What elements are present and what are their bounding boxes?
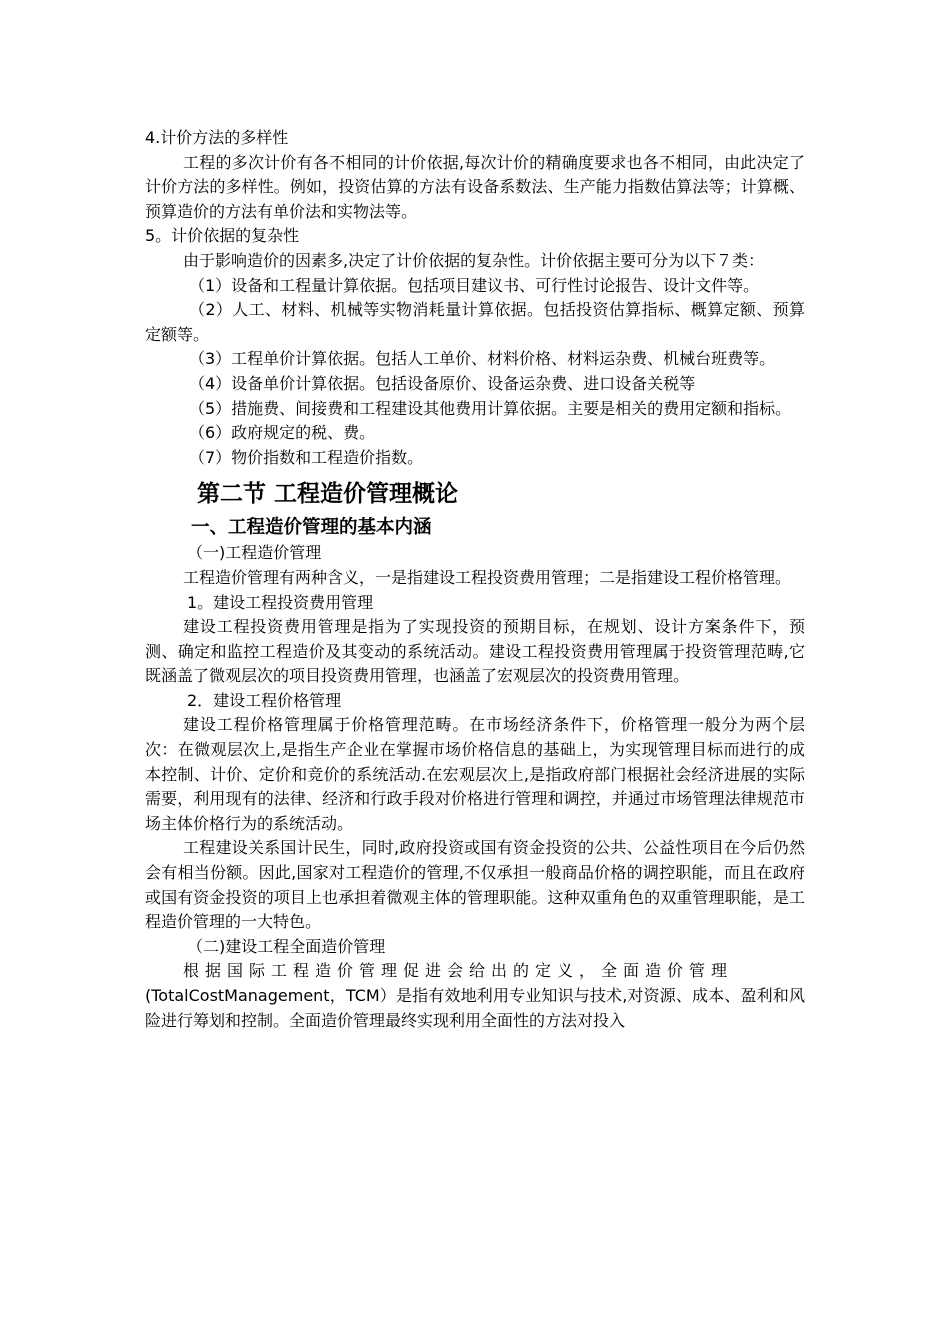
list-item: （7）物价指数和工程造价指数。 (189, 447, 424, 467)
paragraph: 由于影响造价的因素多,决定了计价依据的复杂性。计价依据主要可分为以下７类： (183, 250, 765, 270)
list-item: （2）人工、材料、机械等实物消耗量计算依据。包括投资估算指标、概算定额、预算定额等。 (145, 300, 805, 344)
list-item: （5）措施费、间接费和工程建设其他费用计算依据。主要是相关的费用定额和指标。 (189, 398, 792, 418)
section-subtitle: 一、工程造价管理的基本内涵 (191, 517, 432, 539)
paragraph: 建设工程价格管理属于价格管理范畴。在市场经济条件下，价格管理一般分为两个层次：在微观层次上,是指生产企业在掌握市场价格信息的基础上，为实现管理目标而进行的成本控制、计价、定价和竞价的系统活动.在宏观层次上,是指政府部门根据社会经济进展的实际需要，利用现有的法律、经济和行政手段对价格进行管理和调控，并通过市场管理法律规范市场主体价格行为的系统活动。 (145, 715, 805, 833)
sub-heading: （一)工程造价管理 (187, 543, 322, 563)
heading-5: 5。计价依据的复杂性 (145, 226, 300, 246)
sub-heading: 1。建设工程投资费用管理 (187, 592, 374, 612)
sub-heading: （二)建设工程全面造价管理 (187, 936, 386, 956)
list-item: （1）设备和工程量计算依据。包括项目建议书、可行性讨论报告、设计文件等。 (189, 275, 760, 295)
sub-heading: 2．建设工程价格管理 (187, 690, 342, 710)
list-item: （4）设备单价计算依据。包括设备原价、设备运杂费、进口设备关税等 (189, 373, 696, 393)
heading-4: 4.计价方法的多样性 (145, 128, 289, 147)
paragraph: 工程建设关系国计民生，同时,政府投资或国有资金投资的公共、公益性项目在今后仍然会有相当份额。因此,国家对工程造价的管理,不仅承担一般商品价格的调控职能，而且在政府或国有资金投资的项目上也承担着微观主体的管理职能。这种双重角色的双重管理职能，是工程造价管理的一大特色。 (145, 838, 805, 932)
document-page (145, 126, 805, 1033)
list-item: （6）政府规定的税、费。 (189, 423, 376, 443)
list-item: （3）工程单价计算依据。包括人工单价、材料价格、材料运杂费、机械台班费等。 (189, 349, 776, 369)
section-title: 第二节 工程造价管理概论 (197, 481, 459, 508)
paragraph: 工程的多次计价有各不相同的计价依据,每次计价的精确度要求也各不相同，由此决定了计价方法的多样性。例如，投资估算的方法有设备系数法、生产能力指数估算法等；计算概、预算造价的方法有单价法和实物法等。 (145, 152, 805, 221)
paragraph: 工程造价管理有两种含义，一是指建设工程投资费用管理；二是指建设工程价格管理。 (183, 567, 792, 587)
paragraph: 建设工程投资费用管理是指为了实现投资的预期目标，在规划、设计方案条件下，预测、确定和监控工程造价及其变动的系统活动。建设工程投资费用管理属于投资管理范畴,它既涵盖了微观层次的项目投资费用管理，也涵盖了宏观层次的投资费用管理。 (145, 617, 805, 686)
paragraph: 根据国际工程造价管理促进会给出的定义，全面造价管理 (183, 961, 734, 981)
paragraph: (TotalCostManagement，TCM）是指有效地利用专业知识与技术,对资源、成本、盈利和风险进行筹划和控制。全面造价管理最终实现利用全面性的方法对投入 (145, 986, 805, 1030)
